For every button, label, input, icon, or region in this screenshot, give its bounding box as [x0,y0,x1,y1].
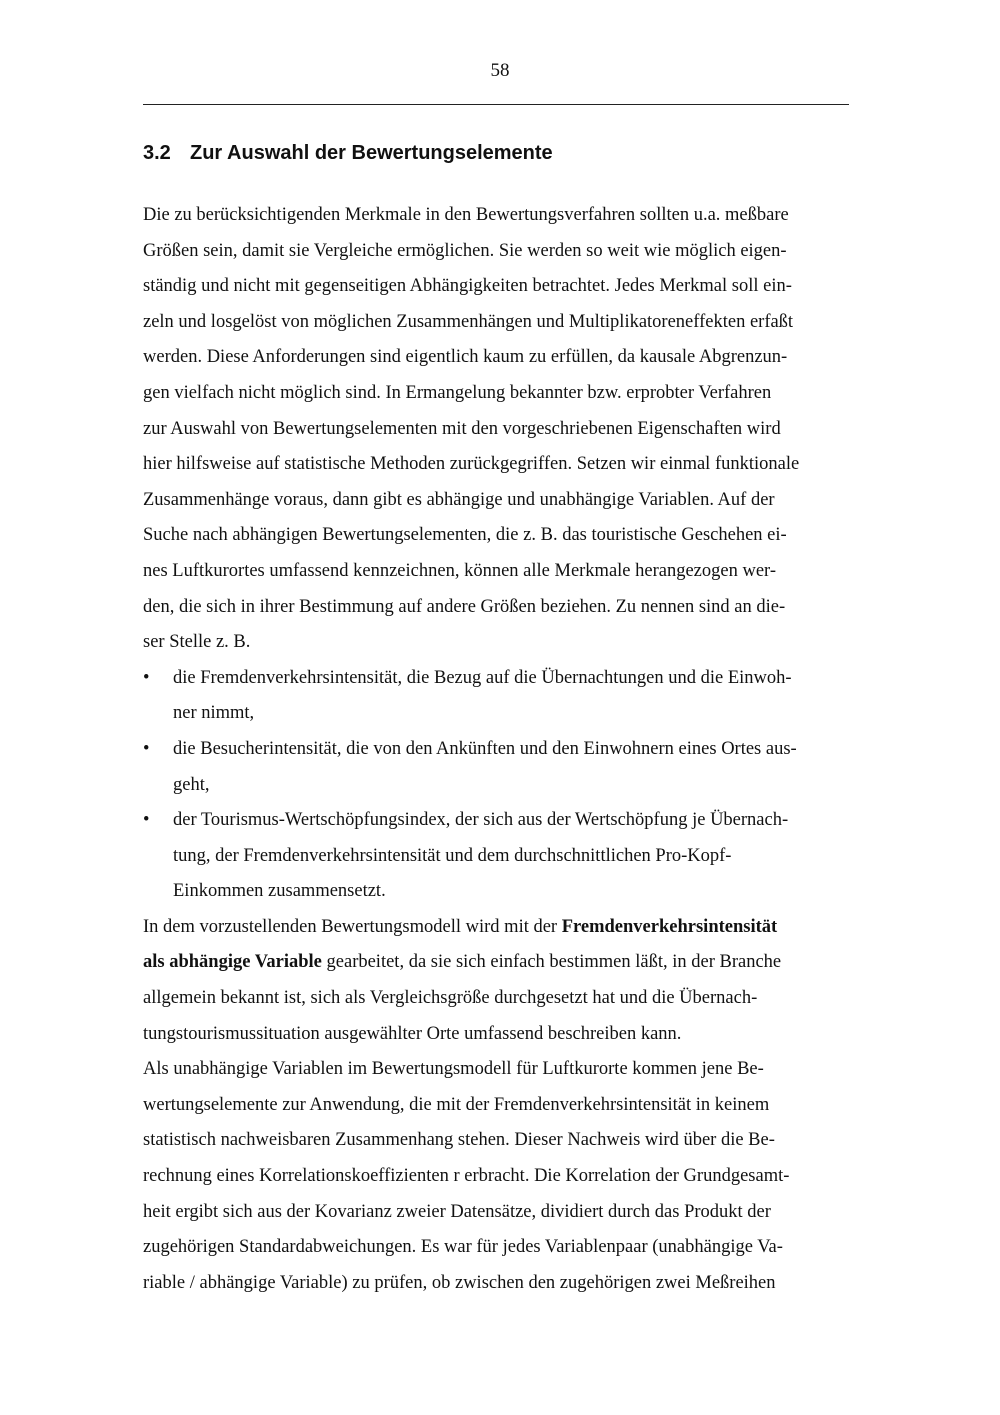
text-line: rechnung eines Korrelationskoeffizienten r erbracht. Die Korrelation der Grundgesamt- [143,1166,790,1187]
text-line: zugehörigen Standardabweichungen. Es war für jedes Variablenpaar (unabhängige Va- [143,1237,783,1258]
bullet-line [143,661,863,697]
text-line: Zusammenhänge voraus, dann gibt es abhängige und unabhängige Variablen. Auf der [143,489,775,510]
bullet-line [143,803,863,839]
bullet-item [143,732,863,803]
text-line: gen vielfach nicht möglich sind. In Ermangelung bekannter bzw. erprobter Verfahren [143,382,772,403]
bullet-list [143,661,863,910]
section-heading [143,140,553,166]
text-line: heit ergibt sich aus der Kovarianz zweier Datensätze, dividiert durch das Produkt der [143,1201,771,1222]
bullet-text: der Tourismus-Wertschöpfungsindex, der sich aus der Wertschöpfung je Übernach- [173,810,789,831]
text-line: allgemein bekannt ist, sich als Vergleichsgröße durchgesetzt hat und die Übernach- [143,988,758,1009]
text-run: gearbeitet, da sie sich einfach bestimmen läßt, in der Branche [321,952,782,973]
section-title: Zur Auswahl der Bewertungselemente [190,142,553,164]
bullet-text: die Besucherintensität, die von den Ankünften und den Einwohnern eines Ortes aus- [173,738,797,759]
text-run: In dem vorzustellenden Bewertungsmodell wird mit der [143,916,562,937]
text-line: nes Luftkurortes umfassend kennzeichnen, können alle Merkmale herangezogen wer- [143,560,777,581]
text-line: werden. Diese Anforderungen sind eigentlich kaum zu erfüllen, da kausale Abgrenzun- [143,347,788,368]
paragraph [143,198,863,661]
text-line [143,945,863,981]
text-line [143,910,863,946]
text-line: zur Auswahl von Bewertungselementen mit den vorgeschriebenen Eigenschaften wird [143,418,781,439]
text-line: zeln und losgelöst von möglichen Zusammenhängen und Multiplikatoreneffekten erfaßt [143,311,794,332]
text-line: Größen sein, damit sie Vergleiche ermöglichen. Sie werden so weit wie möglich eigen- [143,240,787,261]
bold-term: als abhängige Variable [143,952,322,973]
bullet-continuation: Einkommen zusammensetzt. [173,881,386,902]
header-rule [143,104,849,105]
paragraph [143,1052,863,1301]
text-line: Suche nach abhängigen Bewertungselementen, die z. B. das touristische Geschehen ei- [143,525,787,546]
bullet-continuation: tung, der Fremdenverkehrsintensität und dem durchschnittlichen Pro-Kopf- [173,845,732,866]
text-line: ser Stelle z. B. [143,632,251,653]
text-line: hier hilfsweise auf statistische Methoden zurückgegriffen. Setzen wir einmal funktionale [143,454,800,475]
section-number: 3.2 [143,142,171,164]
bullet-marker: • [143,738,150,759]
paragraph [143,910,863,1052]
bullet-text: die Fremdenverkehrsintensität, die Bezug auf die Übernachtungen und die Einwoh- [173,667,792,688]
text-line: tungstourismussituation ausgewählter Orte umfassend beschreiben kann. [143,1023,682,1044]
page-number: 58 [490,60,510,81]
text-line: Als unabhängige Variablen im Bewertungsmodell für Luftkurorte kommen jene Be- [143,1059,764,1080]
text-line: riable / abhängige Variable) zu prüfen, ob zwischen den zugehörigen zwei Meßreihen [143,1272,776,1293]
bullet-continuation: ner nimmt, [173,703,255,724]
text-line: den, die sich in ihrer Bestimmung auf andere Größen beziehen. Zu nennen sind an die- [143,596,786,617]
bullet-item [143,661,863,732]
body-text [143,198,863,1301]
bullet-line [143,732,863,768]
text-line: ständig und nicht mit gegenseitigen Abhängigkeiten betrachtet. Jedes Merkmal soll ein- [143,276,792,297]
text-line: wertungselemente zur Anwendung, die mit der Fremdenverkehrsintensität in keinem [143,1094,770,1115]
text-line: Die zu berücksichtigenden Merkmale in den Bewertungsverfahren sollten u.a. meßbare [143,205,789,225]
bullet-item [143,803,863,910]
bullet-marker: • [143,810,150,831]
bullet-continuation: geht, [173,774,210,795]
bullet-marker: • [143,667,150,688]
text-line: statistisch nachweisbaren Zusammenhang stehen. Dieser Nachweis wird über die Be- [143,1130,775,1151]
bold-term: Fremdenverkehrsintensität [561,916,778,937]
